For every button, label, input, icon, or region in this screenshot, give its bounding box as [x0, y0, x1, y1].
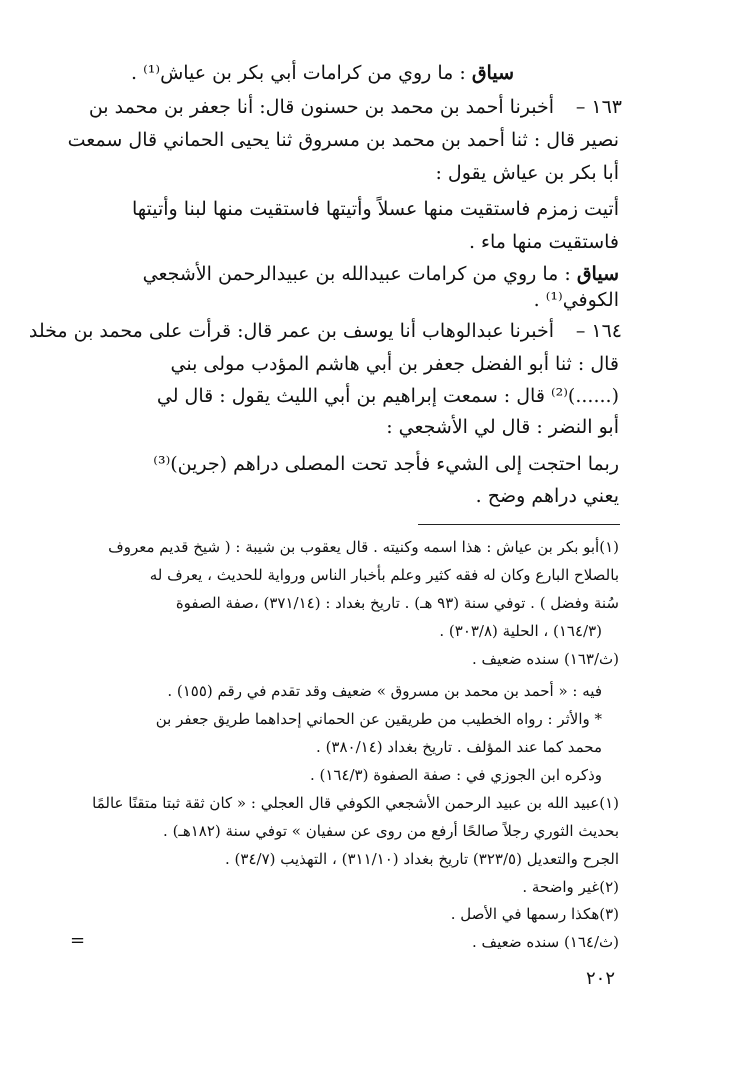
narration-164-line-3: (......)⁽²⁾ قال : سمعت إبراهيم بن أبي الليث يقول : قال لي	[156, 385, 619, 407]
section-text: : ما روي من كرامات عبيدالله بن عبيدالرحمن الأشجعي	[142, 263, 571, 285]
narration-164-line-1: أخبرنا عبدالوهاب أنا يوسف بن عمر قال: قرأت على محمد بن مخلد	[28, 320, 554, 342]
section-text: : ما روي من كرامات أبي بكر بن عياش⁽¹⁾ .	[131, 62, 466, 84]
narration-163-line-1: أخبرنا أحمد بن محمد بن حسنون قال: أنا جعفر بن محمد بن	[88, 96, 554, 118]
narration-163-line-5: فاستقيت منها ماء .	[468, 231, 619, 253]
footnote-2-line-2: فيه : « أحمد بن محمد بن مسروق » ضعيف وقد تقدم في رقم (١٥٥) .	[167, 682, 602, 700]
footnote-6: (ث/١٦٤) سنده ضعيف .	[472, 933, 619, 951]
narration-164-line-4: أبو النضر : قال لي الأشجعي :	[386, 416, 619, 438]
narration-164-line-5: ربما احتجت إلى الشيء فأجد تحت المصلى دراهم (جرين)⁽³⁾	[153, 453, 619, 475]
footnote-2-line-3: * والأثر : رواه الخطيب من طريقين عن الحماني إحداهما طريق جعفر بن	[155, 710, 602, 728]
footnote-3-line-3: الجرح والتعديل (٣٢٣/٥) تاريخ بغداد (٣١١/١٠) ، التهذيب (٣٤/٧) .	[225, 850, 619, 868]
narration-163-line-2: نصير قال : ثنا أحمد بن محمد بن مسروق ثنا يحيى الحماني قال سمعت	[67, 129, 619, 151]
footnote-separator	[418, 524, 620, 525]
footnote-2-line-5: وذكره ابن الجوزي في : صفة الصفوة (١٦٤/٣) .	[309, 766, 602, 784]
footnote-3-line-2: بحديث الثوري رجلاً صالحًا أرفع من روى عن سفيان » توفي سنة (١٨٢هـ) .	[163, 822, 619, 840]
footnote-2-line-4: محمد كما عند المؤلف . تاريخ بغداد (٣٨٠/١٤) .	[316, 738, 602, 756]
section-heading-2	[143, 265, 619, 284]
footnote-2-line-1: (ث/١٦٣) سنده ضعيف .	[472, 650, 619, 668]
footnote-4: (٢)غير واضحة .	[522, 878, 619, 896]
narration-163-number: ١٦٣ –	[575, 96, 622, 118]
footnote-1-line-3: سُنة وفضل ) . توفي سنة (٩٣ هـ) . تاريخ بغداد : (٣٧١/١٤) ،صفة الصفوة	[175, 594, 619, 612]
narration-164-line-6: يعني دراهم وضح .	[475, 485, 619, 507]
section-label: سياق	[471, 62, 514, 84]
page-number: ٢٠٢	[586, 968, 616, 989]
footnote-5: (٣)هكذا رسمها في الأصل .	[450, 905, 619, 923]
footnote-1-line-4: (١٦٤/٣) ، الحلية (٣٠٣/٨) .	[439, 622, 602, 640]
footnote-1-line-2: بالصلاح البارع وكان له فقه كثير وعلم بأخبار الناس ورواية للحديث ، يعرف له	[149, 566, 619, 584]
narration-163-line-3: أبا بكر بن عياش يقول :	[435, 162, 619, 184]
narration-164-number: ١٦٤ –	[575, 320, 622, 342]
footnote-3-line-1: (١)عبيد الله بن عبيد الرحمن الأشجعي الكوفي قال العجلي : « كان ثقة ثبتا متقنًا عالمًا	[92, 794, 619, 812]
section-heading-1	[131, 64, 514, 83]
section-label: سياق	[576, 263, 619, 285]
footnote-1-line-1: (١)أبو بكر بن عياش : هذا اسمه وكنيته . قال يعقوب بن شيبة : ( شيخ قديم معروف	[108, 538, 619, 556]
narration-164-line-2: قال : ثنا أبو الفضل جعفر بن أبي هاشم المؤدب مولى بني	[170, 353, 619, 375]
continuation-mark: =	[70, 930, 86, 951]
narration-163-line-4: أتيت زمزم فاستقيت منها عسلاً وأتيتها فاستقيت منها لبنا وأتيتها	[131, 198, 619, 220]
section-heading-2-cont: الكوفي⁽¹⁾ .	[533, 289, 619, 311]
